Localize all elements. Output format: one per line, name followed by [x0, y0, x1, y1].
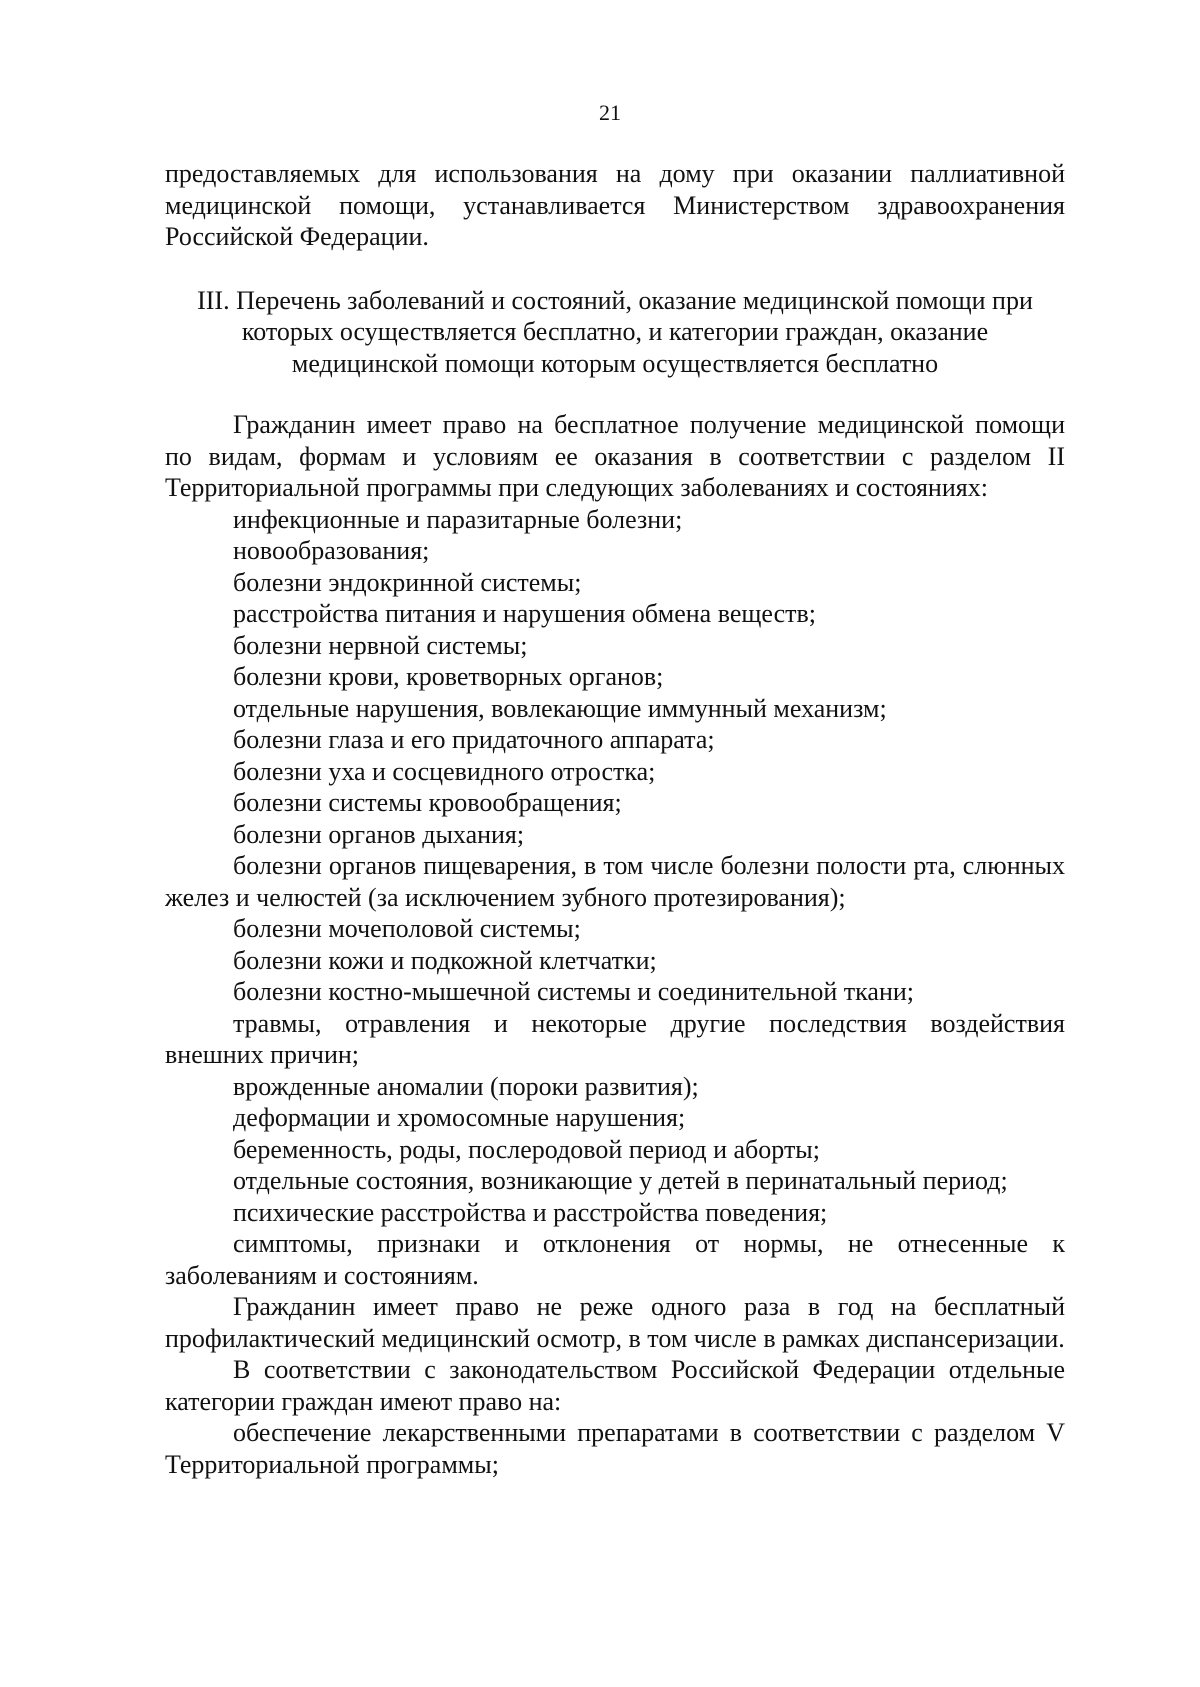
intro-paragraph: предоставляемых для использования на дому при оказании паллиативной медицинской помощи, устанавливается Министерством здравоохранения Российской Федерации. — [165, 159, 1065, 251]
list-item: беременность, роды, послеродовой период и аборты; — [233, 1134, 820, 1164]
list-item: болезни системы кровообращения; — [233, 788, 622, 817]
list-item: деформации и хромосомные нарушения; — [233, 1103, 686, 1132]
paragraph-right-to-free-care: Гражданин имеет право на бесплатное получение медицинской помощи по видам, формам и условиям ее оказания в соответствии с разделом II Территориальной программы при следующих заболеваниях и состояниях: — [165, 410, 1065, 502]
list-item: болезни нервной системы; — [233, 630, 528, 660]
paragraph-categories: В соответствии с законодательством Российской Федерации отдельные категории граждан имеют право на: — [165, 1355, 1065, 1416]
list-item: врожденные аномалии (пороки развития); — [233, 1071, 699, 1101]
list-item: инфекционные и паразитарные болезни; — [233, 504, 683, 534]
list-item: симптомы, признаки и отклонения от нормы, не отнесенные к заболеваниям и состояниям. — [165, 1229, 1065, 1290]
list-item: психические расстройства и расстройства поведения; — [233, 1197, 828, 1227]
list-item: болезни крови, кроветворных органов; — [233, 662, 664, 691]
list-item: болезни кожи и подкожной клетчатки; — [233, 945, 657, 975]
paragraph-preventive-exam: Гражданин имеет право не реже одного раза в год на бесплатный профилактический медицинский осмотр, в том числе в рамках диспансеризации. — [165, 1292, 1065, 1353]
list-item: болезни органов пищеварения, в том числе болезни полости рта, слюнных желез и челюстей (за исключением зубного протезирования); — [165, 851, 1065, 912]
paragraph-medicines: обеспечение лекарственными препаратами в соответствии с разделом V Территориальной программы; — [165, 1418, 1065, 1479]
list-item: болезни эндокринной системы; — [233, 567, 582, 597]
list-item: болезни глаза и его придаточного аппарата; — [233, 725, 715, 754]
list-item: болезни костно-мышечной системы и соединительной ткани; — [233, 977, 915, 1006]
list-item: болезни органов дыхания; — [233, 819, 525, 849]
page-number: 21 — [599, 100, 621, 125]
document-body — [165, 158, 1065, 1480]
list-item: новообразования; — [233, 536, 430, 565]
section-heading: III. Перечень заболеваний и состояний, оказание медицинской помощи при которых осуществляется бесплатно, и категории граждан, оказание медицинской помощи которым осуществляется бесплатно — [197, 285, 1033, 378]
disease-list — [165, 504, 1065, 1292]
list-item: травмы, отравления и некоторые другие последствия воздействия внешних причин; — [165, 1008, 1065, 1069]
list-item: болезни уха и сосцевидного отростка; — [233, 756, 656, 786]
list-item: отдельные состояния, возникающие у детей в перинатальный период; — [233, 1166, 1008, 1195]
list-item: болезни мочеполовой системы; — [233, 914, 581, 943]
list-item: отдельные нарушения, вовлекающие иммунный механизм; — [233, 693, 887, 723]
list-item: расстройства питания и нарушения обмена веществ; — [233, 599, 816, 628]
